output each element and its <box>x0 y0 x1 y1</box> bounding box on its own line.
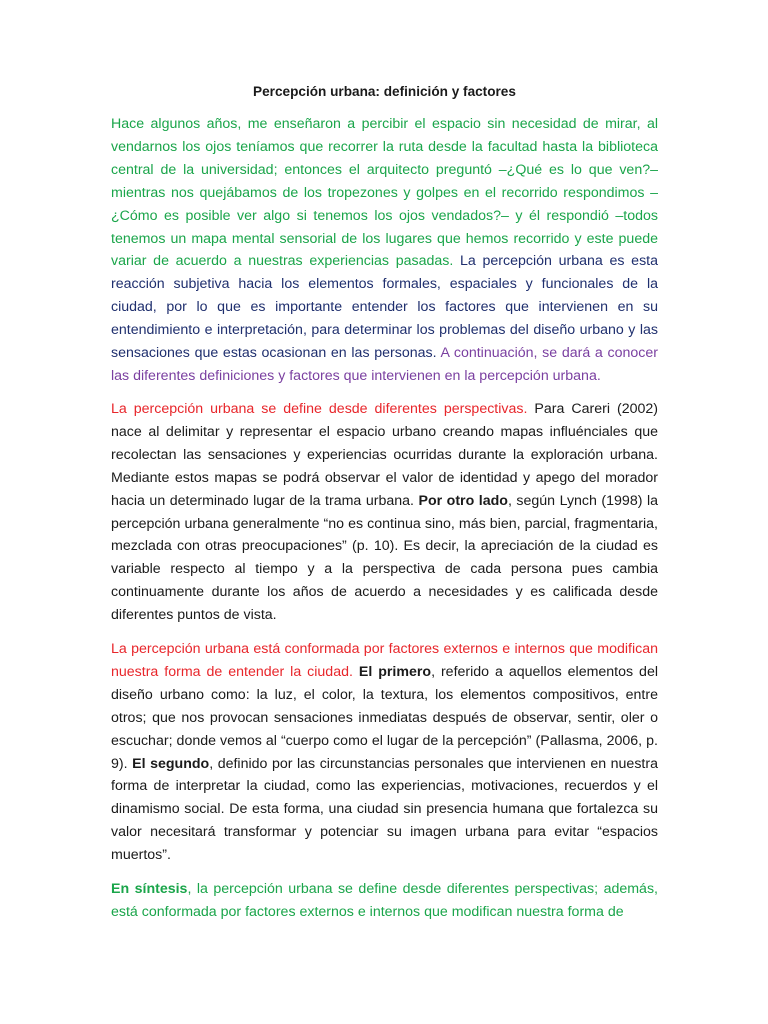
definition-lynch-text: , según Lynch (1998) la percepción urbana generalmente “no es continua sino, más bien, parcial, fragmentaria, mezclada con otras preocupaciones” (p. 10). Es decir, la apreciación de la ciudad es variable respecto al tiempo y a la perspectiva de cada persona pues cambia continuamente durante los años de acuerdo a necesidades y es calificada desde diferentes puntos de vista. <box>111 492 658 624</box>
definition-topic-sentence: La percepción urbana se define desde diferentes perspectivas. <box>111 401 528 417</box>
intro-definition-text: La percepción urbana es esta reacción subjetiva hacia los elementos formales, espaciales y funcionales de la ciudad, por lo que es importante entender los factores que intervienen en su entendimiento e interpretación, para determinar los problemas del diseño urbano y las sensaciones que estas ocasionan en las personas. <box>111 253 658 362</box>
factors-first-bold: El primero <box>358 663 432 680</box>
paragraph-factors <box>111 638 658 867</box>
factors-second-bold: El segundo <box>132 755 210 772</box>
synthesis-text: , la percepción urbana se define desde diferentes perspectivas; además, está conformada por factores externos e internos que modifican nuestra forma de <box>111 881 658 920</box>
paragraph-definition <box>111 398 658 627</box>
synthesis-bold: En síntesis <box>111 881 188 897</box>
factors-topic-sentence: La percepción urbana está conformada por factores externos e internos que modifican nuestra forma de entender la ciudad. <box>111 641 658 680</box>
definition-transition-bold: Por otro lado <box>418 492 508 509</box>
factors-first-text: , referido a aquellos elementos del diseño urbano como: la luz, el color, la textura, los elementos compositivos, entre otros; que nos provocan sensaciones inmediatas después de observar, sentir, oler o escuchar; donde vemos al “cuerpo como el lugar de la percepción” (Pallasma, 2006, p. 9). <box>111 663 658 772</box>
factors-second-text: , definido por las circunstancias personales que intervienen en nuestra forma de interpretar la ciudad, como las experiencias, motivaciones, recuerdos y el dinamismo social. De esta forma, una ciudad sin presencia humana que fortalezca su valor necesitará transformar y potenciar su imagen urbana para evitar “espacios muertos”. <box>111 755 658 864</box>
definition-careri-text: Para Careri (2002) nace al delimitar y representar el espacio urbano creando mapas influénciales que recolectan las sensaciones y experiencias ocurridas durante la exploración urbana. Mediante estos mapas se podrá observar el valor de identidad y apego del morador hacia un determinado lugar de la trama urbana. <box>111 401 658 509</box>
document-title: Percepción urbana: definición y factores <box>253 84 516 99</box>
intro-anecdote-text: Hace algunos años, me enseñaron a percibir el espacio sin necesidad de mirar, al vendarnos los ojos teníamos que recorrer la ruta desde la facultad hasta la biblioteca central de la universidad; entonces el arquitecto preguntó –¿Qué es lo que ven?– mientras nos quejábamos de los tropezones y golpes en el recorrido respondimos –¿Cómo es posible ver algo si tenemos los ojos vendados?– y él respondió –todos tenemos un mapa mental sensorial de los lugares que hemos recorrido y este puede variar de acuerdo a nuestras experiencias pasadas. <box>111 116 658 270</box>
paragraph-synthesis <box>111 878 658 924</box>
paragraph-intro <box>111 113 658 388</box>
intro-preview-text: A continuación, se dará a conocer las diferentes definiciones y factores que intervienen en la percepción urbana. <box>111 345 658 384</box>
